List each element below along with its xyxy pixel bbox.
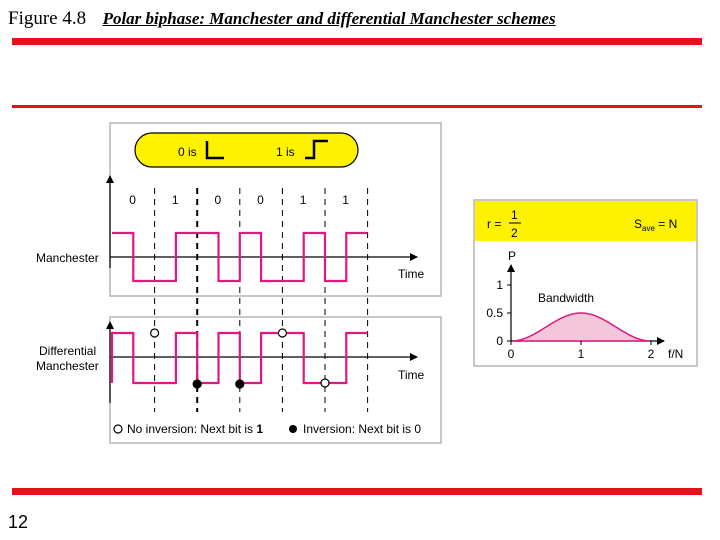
open-circle-icon — [114, 425, 122, 433]
inversion-marker-open — [151, 329, 159, 337]
figure-title: Polar biphase: Manchester and differential Manchester schemes — [102, 9, 556, 28]
inversion-marker-open — [321, 379, 329, 387]
r-label: r = — [487, 217, 502, 231]
r-numerator: 1 — [511, 208, 518, 222]
no-inversion-note: No inversion: Next bit is 1 — [127, 422, 264, 436]
differential-label-line2: Manchester — [36, 359, 99, 373]
inversion-marker-filled — [236, 380, 244, 388]
bit-label: 1 — [342, 193, 349, 207]
bandwidth-label: Bandwidth — [538, 291, 595, 305]
bit-label: 0 — [214, 193, 222, 207]
r-denominator: 2 — [511, 226, 518, 240]
filled-circle-icon — [289, 425, 297, 433]
manchester-label: Manchester — [36, 251, 99, 265]
psd-y-axis-label: P — [508, 249, 517, 263]
psd-x-tick-label: 0 — [507, 347, 515, 361]
legend-pill — [135, 133, 358, 167]
inversion-marker-open — [278, 329, 286, 337]
manchester-time-label: Time — [398, 267, 425, 281]
differential-time-label: Time — [398, 368, 425, 382]
psd-x-tick-label: 2 — [647, 347, 655, 361]
differential-label-line1: Differential — [39, 344, 97, 358]
bit-label: 1 — [171, 193, 179, 207]
psd-y-tick-label: 0 — [496, 334, 503, 348]
figure-number: Figure 4.8 — [8, 8, 87, 29]
bit-label: 1 — [299, 193, 307, 207]
bit-label: 0 — [257, 193, 264, 207]
bit-label: 0 — [129, 193, 136, 207]
page-number: 12 — [8, 512, 29, 532]
one-is-label: 1 is — [276, 145, 295, 159]
save-label: $S_{ave} = N$ — [634, 217, 678, 233]
psd-x-tick-label: 1 — [577, 347, 585, 361]
psd-y-tick-label: 1 — [496, 278, 503, 292]
inversion-marker-filled — [193, 380, 201, 388]
psd-y-tick-label: 0.5 — [486, 306, 503, 320]
inversion-note: Inversion: Next bit is 0 — [303, 422, 422, 436]
zero-is-label: 0 is — [178, 145, 197, 159]
psd-x-axis-label: f/N — [668, 347, 684, 361]
